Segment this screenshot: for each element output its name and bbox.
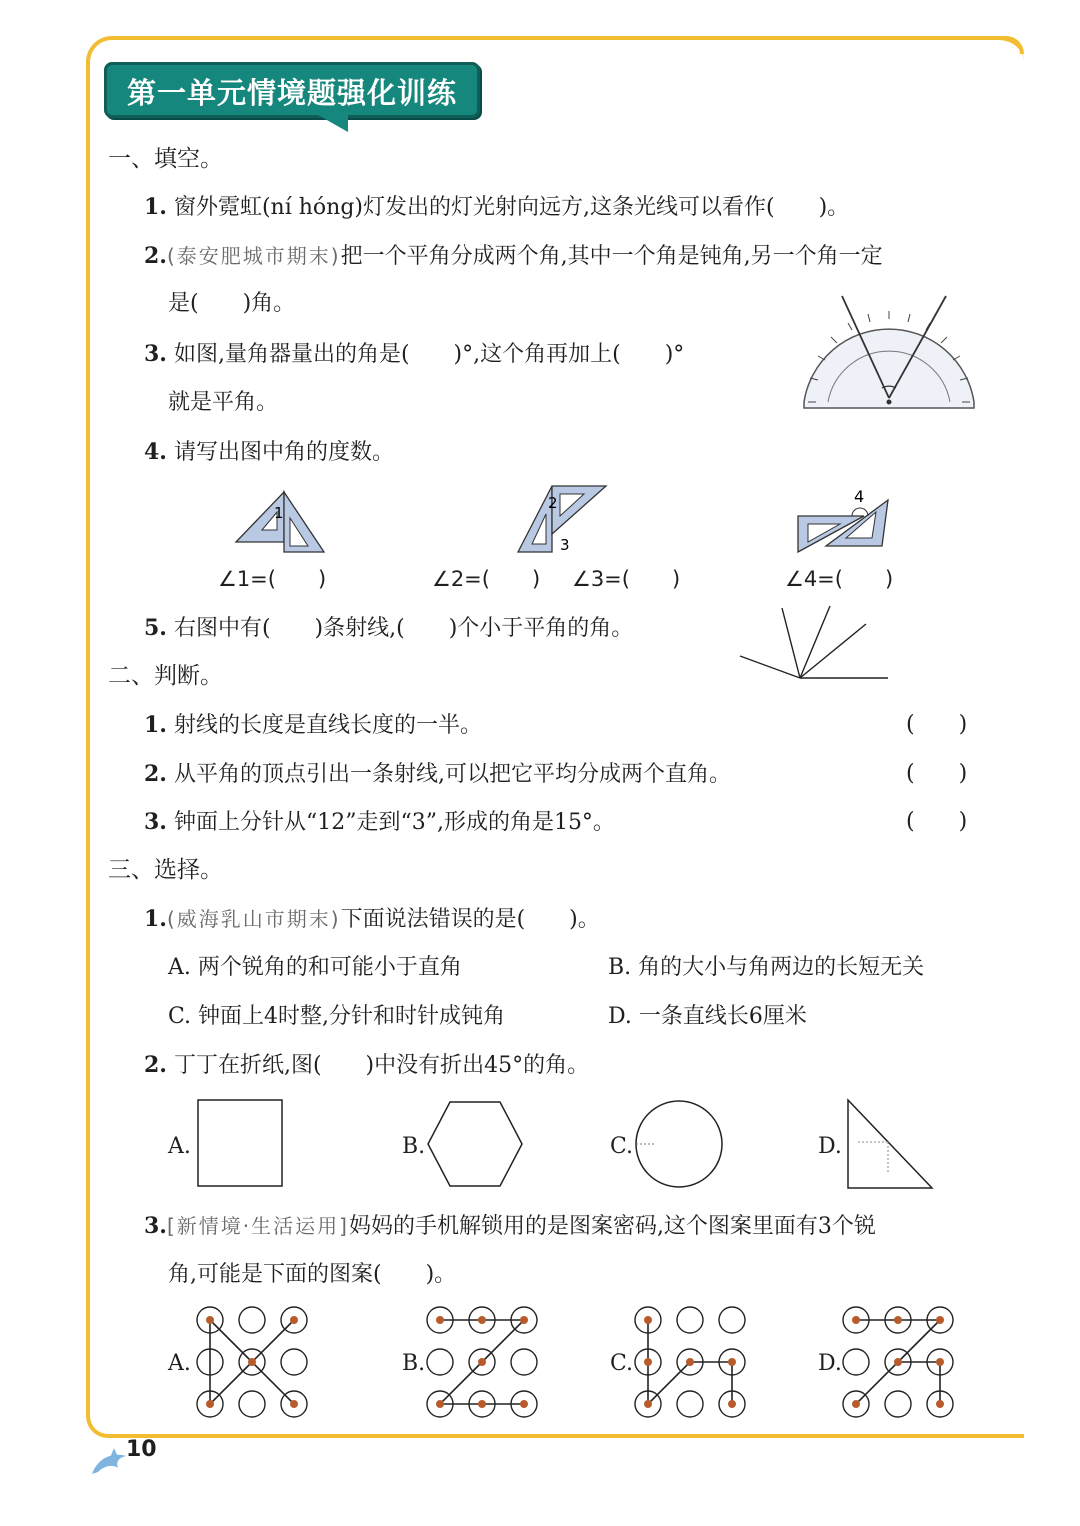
pattern-dot: [248, 1358, 256, 1366]
s3-q2-option-a-label[interactable]: A.: [168, 1134, 191, 1159]
s2-item-3: [144, 807, 615, 838]
pattern-dot: [728, 1400, 736, 1408]
s3-q2-num: 2.: [144, 1052, 167, 1078]
square-shape: [196, 1098, 286, 1190]
pattern-dot: [894, 1358, 902, 1366]
pattern-node: [281, 1349, 307, 1375]
triangle-figure-3: [796, 486, 892, 556]
pattern-dot: [436, 1400, 444, 1408]
pattern-node: [239, 1307, 265, 1333]
s1-q2-line2: 是( )角。: [168, 291, 296, 316]
right-triangle-shape: [844, 1098, 936, 1192]
s3-q1-num: 1.: [144, 906, 167, 932]
s2-item-2-text: 从平角的顶点引出一条射线,可以把它平均分成两个直角。: [173, 762, 731, 787]
pattern-dot: [686, 1358, 694, 1366]
s3-q2-text: 丁丁在折纸,图( )中没有折出45°的角。: [173, 1053, 590, 1078]
triangle-figure-1: [232, 488, 328, 558]
s3-q3-line2: 角,可能是下面的图案( )。: [168, 1262, 457, 1287]
s1-q1-num: 1.: [144, 194, 167, 220]
pattern-node: [719, 1307, 745, 1333]
s1-q3-num: 3.: [144, 341, 167, 367]
s1-q1-text: 窗外霓虹(ní hóng)灯发出的灯光射向远方,这条光线可以看作( )。: [173, 195, 850, 220]
s2-item-2-answer: ( ): [906, 761, 968, 786]
s1-q3-line2: 就是平角。: [168, 390, 279, 415]
s3-q1: [144, 904, 600, 935]
s1-q3-text: 如图,量角器量出的角是( )°,这个角再加上( )°: [173, 342, 685, 367]
pattern-dot: [852, 1400, 860, 1408]
angle-4-answer: ∠4=( ): [785, 567, 894, 591]
s2-item-1-text: 射线的长度是直线长度的一半。: [173, 713, 482, 738]
pattern-node: [677, 1391, 703, 1417]
angle-3-answer: ∠3=( ): [572, 567, 681, 591]
page-title: 第一单元情境题强化训练: [126, 76, 457, 110]
hexagon-shape: [426, 1100, 524, 1190]
s1-q2-text: 把一个平角分成两个角,其中一个角是钝角,另一个角一定: [340, 244, 883, 269]
s2-item-1-num: 1.: [144, 712, 167, 738]
s2-item-2: [144, 759, 731, 790]
s3-q3-num: 3.: [144, 1213, 167, 1239]
s3-q2-option-b-label[interactable]: B.: [402, 1134, 426, 1159]
pattern-node: [511, 1349, 537, 1375]
pattern-dot: [478, 1400, 486, 1408]
pattern-node: [885, 1391, 911, 1417]
unlock-pattern-b: [426, 1306, 540, 1420]
unlock-pattern-c: [634, 1306, 748, 1420]
pattern-dot: [520, 1316, 528, 1324]
pattern-line: [648, 1362, 732, 1404]
s2-item-1-answer: ( ): [906, 712, 968, 737]
dolphin-icon: [88, 1444, 130, 1480]
s1-q4: [144, 437, 394, 468]
pattern-dot: [852, 1316, 860, 1324]
angle-mark-2: 2: [548, 494, 558, 512]
s3-q1-source: (威海乳山市期末): [166, 907, 341, 931]
angle-mark-1: 1: [274, 504, 284, 522]
s3-q3-source: [新情境·生活运用]: [166, 1214, 349, 1238]
pattern-dot: [936, 1400, 944, 1408]
pattern-node: [677, 1307, 703, 1333]
angle-1-answer: ∠1=( ): [218, 567, 327, 591]
angle-mark-4: 4: [854, 487, 865, 506]
pattern-dot: [644, 1400, 652, 1408]
circle-shape: [634, 1098, 726, 1190]
section-1-heading: 一、填空。: [108, 146, 223, 172]
s1-q1: [144, 192, 849, 223]
pattern-dot: [478, 1358, 486, 1366]
triangle-figure-2: [514, 484, 610, 556]
s1-q4-text: 请写出图中角的度数。: [173, 440, 394, 465]
page-number: 10: [126, 1437, 157, 1462]
pattern-node: [843, 1349, 869, 1375]
s2-item-1: [144, 710, 482, 741]
s3-q1-option-c[interactable]: C. 钟面上4时整,分针和时针成钝角: [168, 1004, 506, 1029]
pattern-dot: [728, 1358, 736, 1366]
pattern-dot: [644, 1358, 652, 1366]
pattern-dot: [436, 1316, 444, 1324]
s3-q1-option-d[interactable]: D. 一条直线长6厘米: [608, 1004, 807, 1029]
pattern-node: [239, 1391, 265, 1417]
pattern-dot: [478, 1316, 486, 1324]
s1-q5-text: 右图中有( )条射线,( )个小于平角的角。: [173, 616, 634, 641]
s3-q1-option-b[interactable]: B. 角的大小与角两边的长短无关: [608, 955, 925, 980]
s1-q2-source: (泰安肥城市期末): [166, 244, 341, 268]
s2-item-3-num: 3.: [144, 809, 167, 835]
s1-q5: [144, 613, 633, 644]
pattern-dot: [206, 1316, 214, 1324]
pattern-dot: [206, 1400, 214, 1408]
section-2-heading: 二、判断。: [108, 663, 223, 689]
s1-q2-num: 2.: [144, 243, 167, 269]
s3-q3: [144, 1211, 876, 1242]
s1-q3: [144, 339, 684, 370]
s3-q3-option-d-label[interactable]: D.: [818, 1351, 842, 1376]
title-banner-tail: [318, 115, 348, 132]
s3-q1-text: 下面说法错误的是( )。: [340, 907, 600, 932]
s1-q5-num: 5.: [144, 615, 167, 641]
s2-item-3-text: 钟面上分针从“12”走到“3”,形成的角是15°。: [173, 810, 615, 835]
pattern-line: [210, 1362, 252, 1404]
s3-q2: [144, 1050, 589, 1081]
pattern-node: [427, 1349, 453, 1375]
rays-figure: [738, 604, 892, 684]
title-banner: [104, 62, 480, 118]
pattern-line: [252, 1320, 294, 1362]
s3-q3-text: 妈妈的手机解锁用的是图案密码,这个图案里面有3个锐: [348, 1214, 876, 1239]
s1-q2: [144, 241, 883, 272]
pattern-dot: [520, 1400, 528, 1408]
s3-q3-option-c-label[interactable]: C.: [610, 1351, 634, 1376]
s3-q1-option-a[interactable]: A. 两个锐角的和可能小于直角: [168, 955, 462, 980]
s3-q3-option-a-label[interactable]: A.: [168, 1351, 191, 1376]
s3-q3-option-b-label[interactable]: B.: [402, 1351, 426, 1376]
protractor-figure: [798, 292, 983, 412]
pattern-dot: [290, 1316, 298, 1324]
unlock-pattern-a: [196, 1306, 310, 1420]
s3-q2-option-d-label[interactable]: D.: [818, 1134, 842, 1159]
angle-2-answer: ∠2=( ): [432, 567, 541, 591]
s2-item-3-answer: ( ): [906, 809, 968, 834]
page-frame-corner: [990, 36, 1024, 54]
pattern-dot: [894, 1316, 902, 1324]
s3-q2-option-c-label[interactable]: C.: [610, 1134, 634, 1159]
pattern-dot: [290, 1400, 298, 1408]
pattern-dot: [644, 1316, 652, 1324]
angle-mark-3: 3: [560, 536, 570, 554]
s1-q4-num: 4.: [144, 439, 167, 465]
s2-item-2-num: 2.: [144, 761, 167, 787]
pattern-dot: [936, 1358, 944, 1366]
section-3-heading: 三、选择。: [108, 857, 223, 883]
pattern-dot: [936, 1316, 944, 1324]
unlock-pattern-d: [842, 1306, 956, 1420]
